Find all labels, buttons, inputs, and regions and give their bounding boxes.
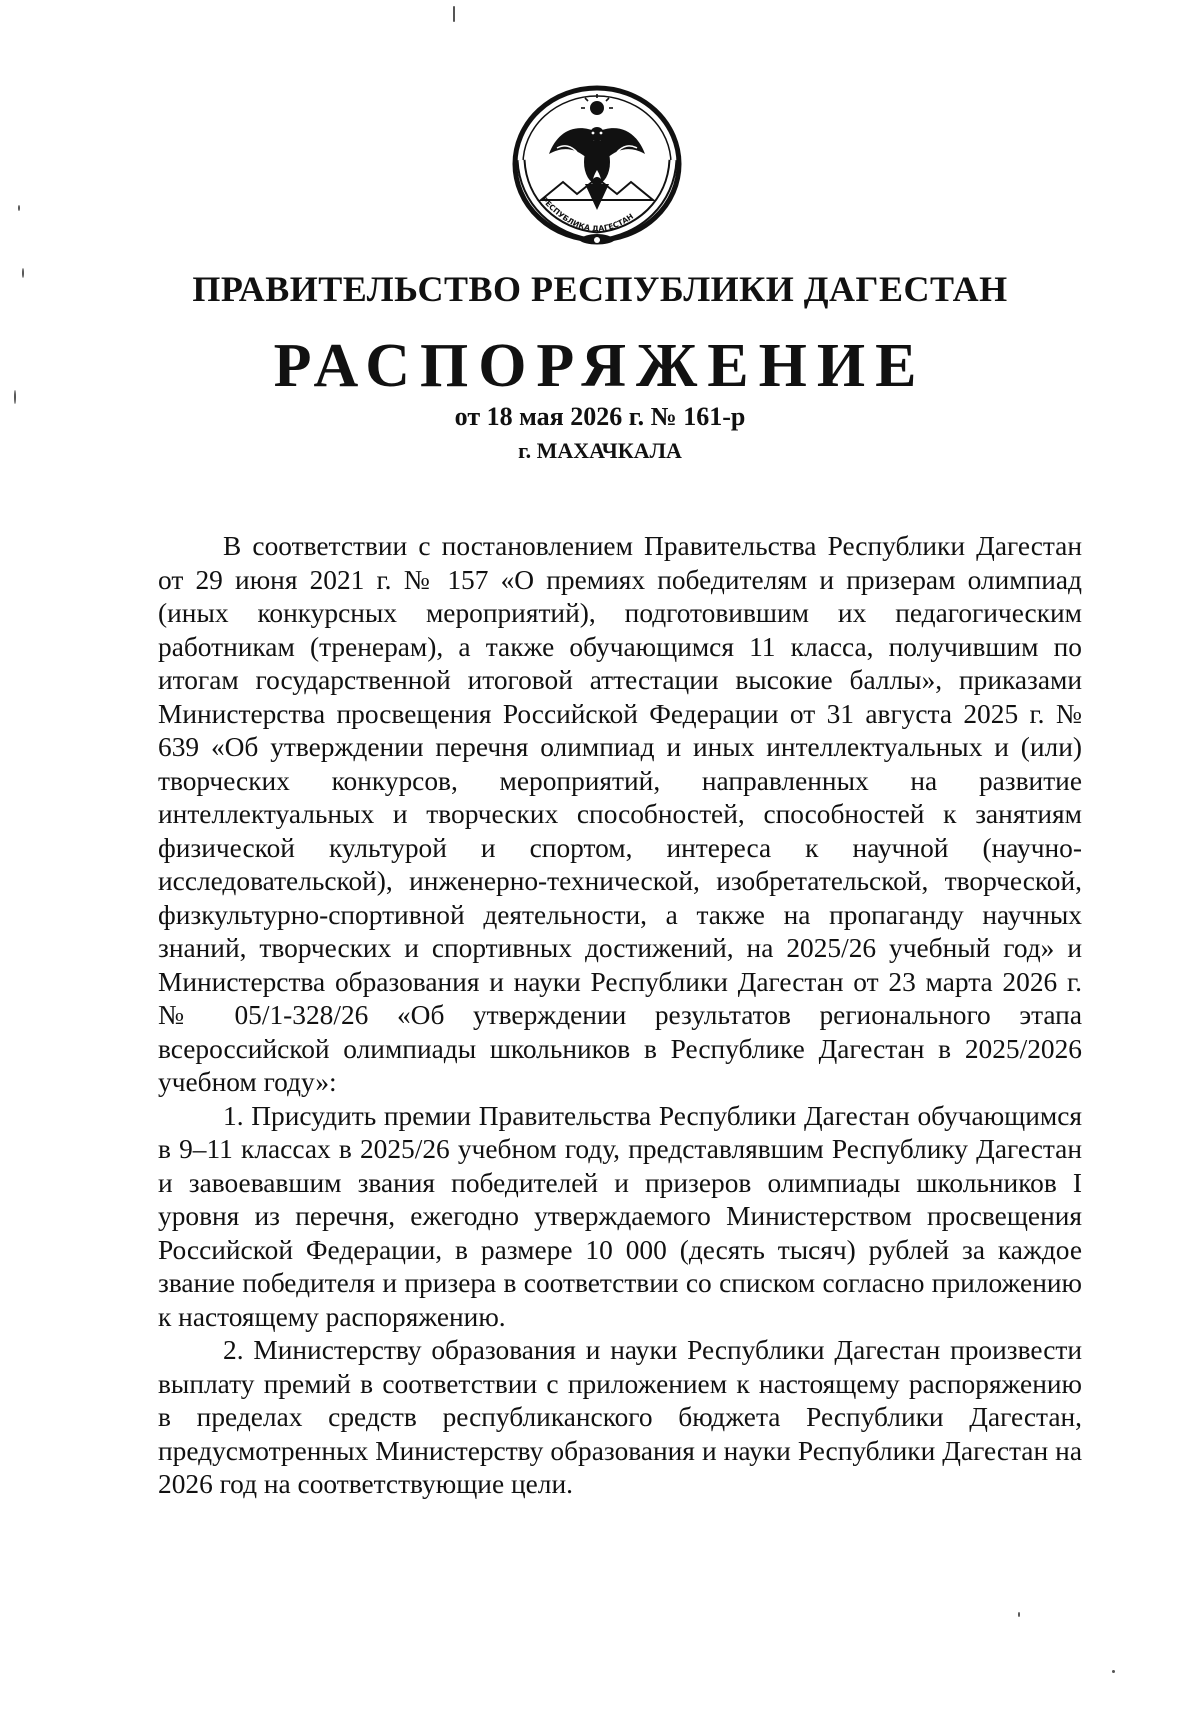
clause-1-paragraph: 1. Присудить премии Правительства Республики Дагестан обучающимся в 9–11 классах в 2025/26 учебном году, представлявшим Республику Дагестан и завоевавшим звания победителей и призеров олимпиады школьников I уровня из перечня, ежегодно утверждаемого Министерством просвещения Российской Федерации, в размере 10 000 (десять тысяч) рублей за каждое звание победителя и призера в соответствии со списком согласно приложению к настоящему распоряжению.: [158, 1100, 1082, 1332]
document-date-number: от 18 мая 2026 г. № 161-р: [454, 402, 746, 431]
organization-title: ПРАВИТЕЛЬСТВО РЕСПУБЛИКИ ДАГЕСТАН: [192, 269, 1008, 309]
coat-of-arms-emblem: [505, 82, 689, 252]
scan-speck: [14, 390, 16, 404]
clause-2-paragraph: 2. Министерству образования и науки Республики Дагестан произвести выплату премий в соответствии с приложением к настоящему распоряжению в пределах средств республиканского бюджета Республики Дагестан, предусмотренных Министерству образования и науки Республики Дагестан на 2026 год на соответствующие цели.: [158, 1335, 1082, 1499]
scan-speck: [1018, 1612, 1020, 1617]
scan-speck: [18, 205, 20, 211]
document-city: г. МАХАЧКАЛА: [518, 438, 682, 463]
emblem-ribbon-text: РЕСПУБЛИКА ДАГЕСТАН: [539, 194, 636, 234]
preamble-paragraph: В соответствии с постановлением Правительства Республики Дагестан от 29 июня 2021 г. № 157 «О премиях победителям и призерам олимпиад (иных конкурсных мероприятий), подготовившим их педагогическим работникам (тренерам), а также обучающимся 11 класса, получившим по итогам государственной итоговой аттестации высокие баллы», приказами Министерства просвещения Российской Федерации от 31 августа 2025 г. № 639 «Об утверждении перечня олимпиад и иных интеллектуальных и (или) творческих конкурсов, мероприятий, направленных на развитие интеллектуальных и творческих способностей, способностей к занятиям физической культурой и спортом, интереса к научной (научно-исследовательской), инженерно-технической, изобретательской, творческой, физкультурно-спортивной деятельности, а также на пропаганду научных знаний, творческих и спортивных достижений, на 2025/26 учебный год» и Министерства образования и науки Республики Дагестан от 23 марта 2026 г. № 05/1-328/26 «Об утверждении результатов регионального этапа всероссийской олимпиады школьников в Республике Дагестан в 2025/2026 учебном году»:: [158, 531, 1082, 1097]
scan-speck: [22, 268, 24, 278]
scan-speck: [1112, 1670, 1115, 1673]
scan-speck: [453, 6, 455, 22]
document-body: [158, 530, 1082, 1502]
document-type-title: РАСПОРЯЖЕНИЕ: [273, 332, 927, 400]
